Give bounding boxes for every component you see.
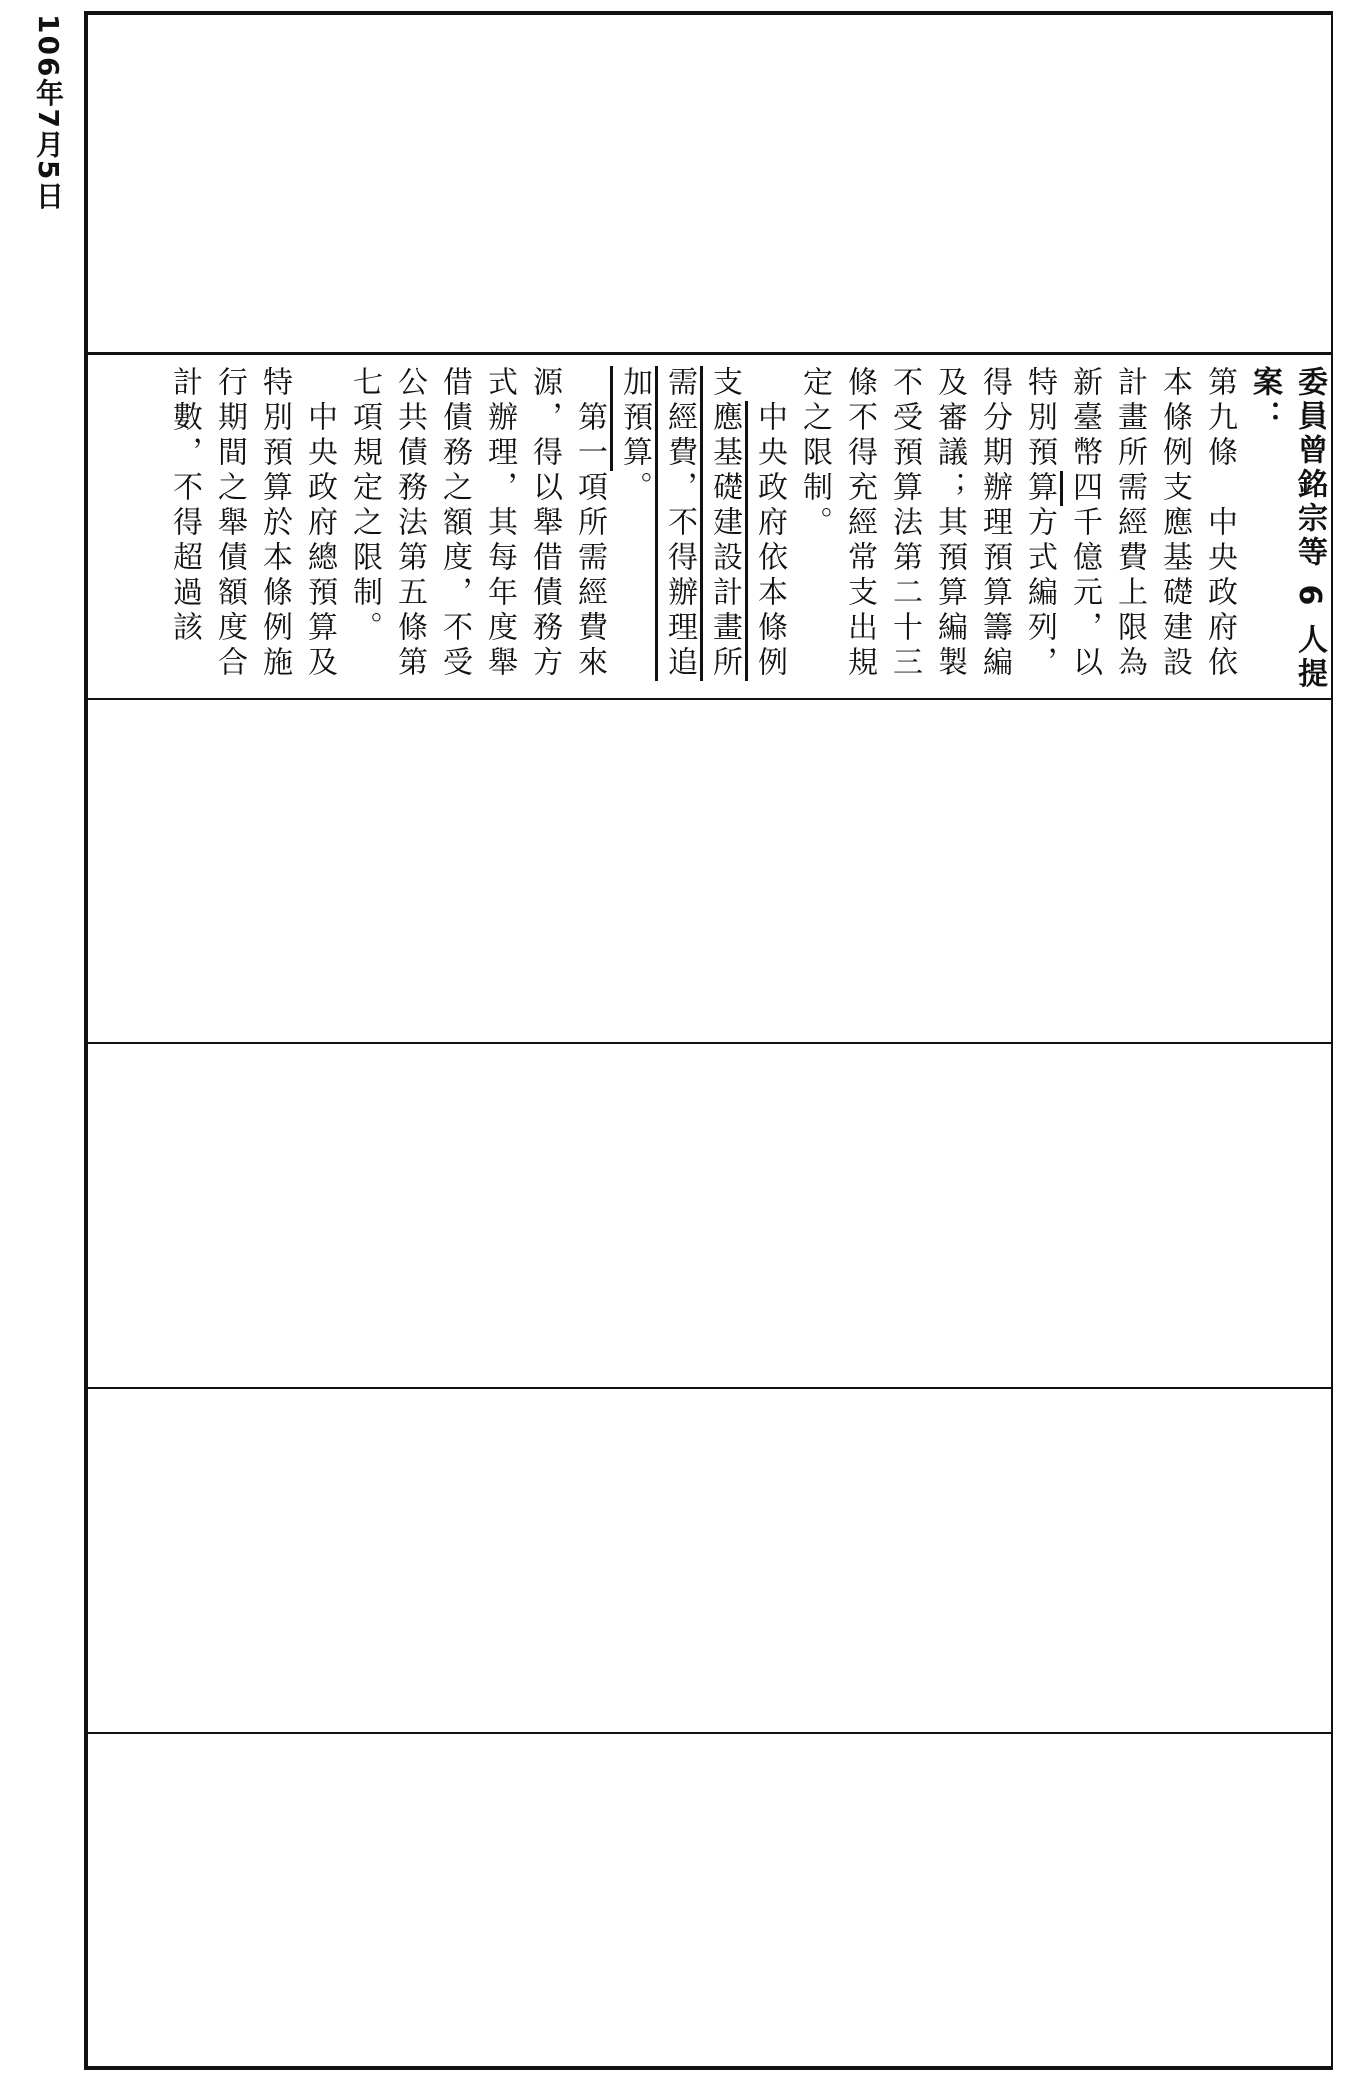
paragraph-4-text: 中央政府總預算及特別預算於本條例施行期間之舉債額度合計數，不得超過該: [167, 366, 337, 681]
paragraph-4: [162, 366, 342, 696]
table-cell-empty: [87, 1389, 1332, 1732]
article-label: 第九條: [1202, 366, 1237, 471]
table-cell-empty: [87, 700, 1332, 1042]
table-cell-empty: [87, 15, 1332, 352]
article-nine: [792, 366, 1242, 696]
paragraph-2-end: 。: [617, 471, 652, 506]
proposal-heading: 委員曾銘宗等 6 人提案：: [1247, 366, 1327, 692]
paragraph-2: [612, 366, 792, 696]
article-text: 中央政府依本條例支應基礎建設計畫所需經費上限為新臺幣: [1067, 366, 1237, 681]
table-cell-empty: [87, 1734, 1332, 2066]
paragraph-3-text: 第一項所需經費來源，得以舉借債務方式辦理，其每年度舉借債務之額度，不受公共債務法第五條第七項規定之限制。: [347, 366, 607, 681]
article-text-2: 千億元，以特別預算方式編列，得分期辦理預算籌編及審議；其預算編製不受預算法第二十三條不得充經常支出規定之限制。: [797, 366, 1102, 681]
proposal-text: [162, 366, 1332, 696]
row-divider: [87, 352, 1332, 355]
document-date: 106年7月5日: [32, 14, 65, 212]
paragraph-3: [342, 366, 612, 696]
article-amount: 四: [1067, 471, 1102, 506]
table-cell-proposal: [87, 356, 1332, 696]
paragraph-2-underlined: 中央政府依本條例支應基礎建設計畫所需經費，不得辦理追加預算: [617, 366, 787, 681]
table-cell-empty: [87, 1044, 1332, 1387]
table-border-bottom: [87, 2066, 1333, 2070]
